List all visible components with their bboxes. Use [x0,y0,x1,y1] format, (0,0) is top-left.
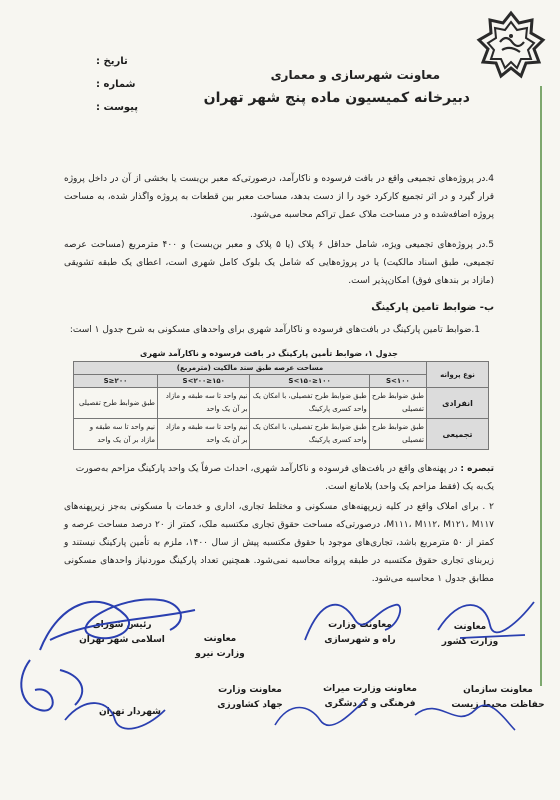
org-title: معاونت شهرسازی و معماری [270,68,440,82]
signature-roads-ministry: معاونت وزارت راه و شهرسازی [324,620,396,645]
table-col-4: ۲۰۰≤S [74,375,158,388]
section-heading-parking: ب- ضوابط تامین پارکینگ [371,302,494,313]
date-label: تاریخ : [96,56,128,67]
margin-line [540,86,542,686]
table-cell: طبق ضوابط طرح تفصیلی [74,388,158,419]
handwritten-signature-icon [410,690,520,740]
note-label: تبصره : [460,464,494,474]
table-row [74,388,489,419]
table-cell: طبق ضوابط طرح تفصیلی، با امکان یک واحد کسری پارکینگ [250,419,369,450]
table-header-area: مساحت عرصه طبق سند مالکیت (مترمربع) [74,362,427,375]
table-col-1: S<۱۰۰ [369,375,426,388]
paragraph-2: ۲ . برای املاک واقع در کلیه زیرپهنه‌های مسکونی و مختلط تجاری، اداری و خدمات با مسکونی به‌جز زیرپهنه‌های M۱۱۱، M۱۱۲، M۱۲۱، M۱۱۷، درصورتی‌که مساحت حقوق تجاری مکتسبه ملک، کمتر از ۲۰ درصد مساحت عرصه و کمتر از ۵۰ مترمربع باشد، تجاری‌های موجود با حقوق مکتسبه پیش از سال ۱۴۰۰، ملزم به تأمین پارکینگ نیستند و زیربنای تجاری حقوق مکتسبه در طبقه پروانه محاسبه نمی‌شود. همچنین تعداد پارکینگ موردنیاز واحدهای مسکونی مطابق جدول ۱ محاسبه می‌شود. [64,502,494,584]
number-label: شماره : [96,79,136,90]
table-cell: طبق ضوابط طرح تفصیلی، با امکان یک واحد کسری پارکینگ [250,388,369,419]
table-title: جدول ۱، ضوابط تأمین پارکینگ در بافت فرسوده و ناکارآمد شهری [140,349,398,358]
signature-environment-org: معاونت سازمان حفاظت محیط زیست [451,685,545,710]
row-label-aggregated: تجمیعی [427,419,489,450]
tehran-municipality-logo-icon [476,10,546,80]
org-subtitle: دبیرخانه کمیسیون ماده پنج شهر تهران [203,90,470,106]
handwritten-signature-icon [430,590,540,650]
row-label-individual: انفرادی [427,388,489,419]
parking-table [73,361,489,450]
signature-interior-ministry: معاونت وزارت کشور [441,622,499,647]
handwritten-signature-icon [270,690,370,740]
table-cell: نیم واحد تا سه طبقه و مازاد بر آن یک واحد [74,419,158,450]
handwritten-signature-icon [60,690,170,740]
paragraph-4: 4.در پروژه‌های تجمیعی واقع در بافت فرسوده و ناکارآمد، درصورتی‌که معبر بن‌بست یا بخشی از آن در داخل پروژه قرار گیرد و در اثر تجمیع کارکرد خود را از دست بدهد، مساحت معبر بین قطعات به پروژه واگذار شده، به مساحت پروژه اضافه‌شده و در مساحت ملاک عمل تراکم محاسبه می‌شود. [64,174,494,220]
table-cell: نیم واحد تا سه طبقه و مازاد بر آن یک واحد [158,388,250,419]
table-col-2: ۱۰۰≤S<۱۵۰ [250,375,369,388]
note-paragraph [64,460,494,496]
attachment-label: پیوست : [96,102,139,113]
table-header-type: نوع پروانه [427,362,489,388]
table-cell: نیم واحد تا سه طبقه و مازاد بر آن یک واحد [158,419,250,450]
handwritten-signature-icon [300,590,410,650]
paragraph-5: 5.در پروژه‌های تجمیعی ویژه، شامل حداقل ۶ پلاک (یا ۵ پلاک و معبر بن‌بست) و ۴۰۰ مترمربع (مساحت عرصه تجمیعی، طبق اسناد مالکیت) یا در پروژه‌هایی که شامل یک بلوک کامل شهری است، اعطای یک طبقه تشویقی (مازاد بر بندهای فوق) امکان‌پذیر است. [64,240,494,286]
signature-city-council: رئیس شورای اسلامی شهر تهران [79,620,165,645]
signature-agriculture-ministry: معاونت وزارت جهاد کشاورزی [217,685,283,710]
paragraph-b1: 1.ضوابط تامین پارکینگ در بافت‌های فرسوده و ناکارآمد شهری برای واحدهای مسکونی به شرح جدول ۱ است: [69,325,480,335]
table-col-3: ۱۵۰≤S<۲۰۰ [158,375,250,388]
signature-mayor: شهردار تهران [98,707,162,717]
signature-heritage-ministry: معاونت وزارت میراث فرهنگی و گردشگری [323,684,417,709]
table-row [74,419,489,450]
table-cell: طبق ضوابط طرح تفصیلی [369,419,426,450]
note-text: در پهنه‌های واقع در بافت‌های فرسوده و ناکارآمد شهری، احداث صرفاً یک واحد پارکینگ مزاحم به‌صورت یک‌به یک (فقط مزاحم یک واحد) بلامانع است. [75,464,494,492]
handwritten-signature-icon [30,580,200,660]
signature-energy-ministry: معاونت وزارت نیرو [195,634,245,659]
table-cell: طبق ضوابط طرح تفصیلی [369,388,426,419]
